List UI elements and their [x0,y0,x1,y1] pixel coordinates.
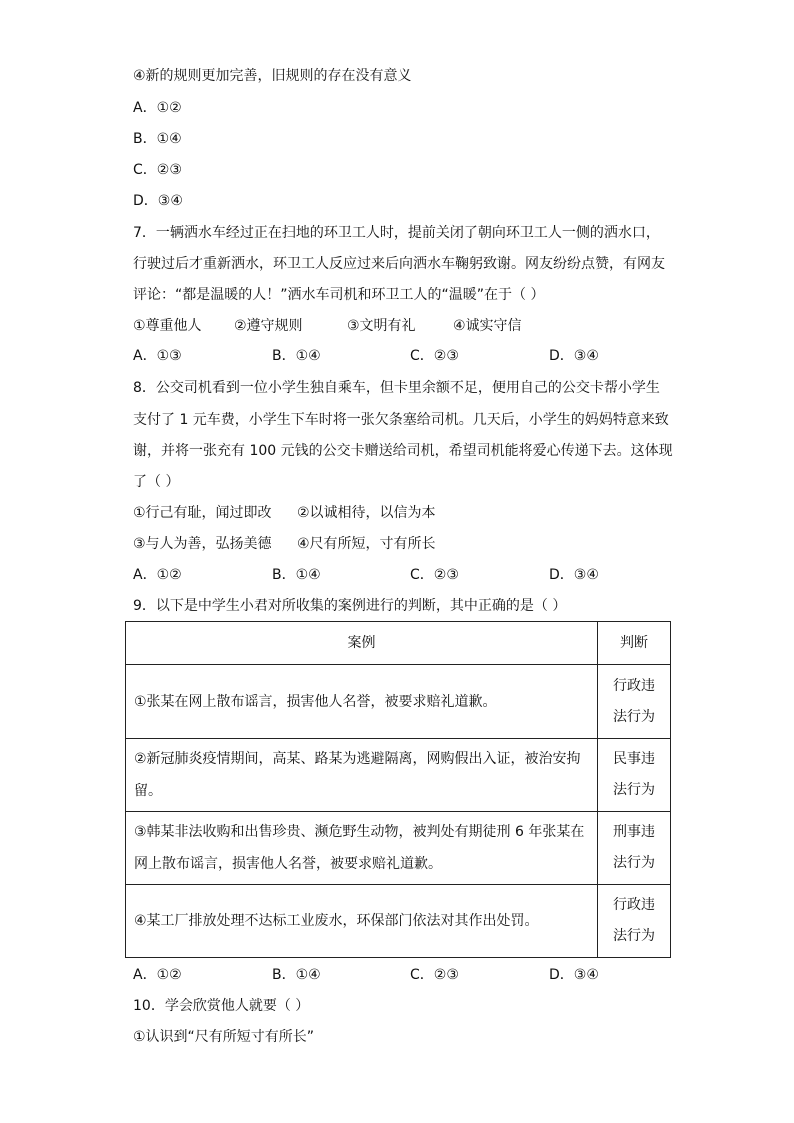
q8-statement-1: ①行己有耻，闻过即改 [133,505,272,521]
table-row [126,665,671,739]
q7-stem-line-1: 7．一辆洒水车经过正在扫地的环卫工人时，提前关闭了朝向环卫工人一侧的洒水口， [133,225,660,241]
judgment-cell [598,739,671,812]
table-row [126,885,671,958]
q6-option-d: D．③④ [133,193,183,209]
q9-option-d: D．③④ [549,967,599,983]
case-cell: ①张某在网上散布谣言，损害他人名誉，被要求赔礼道歉。 [126,665,598,739]
judgment-cell [598,885,671,958]
q7-option-b: B．①④ [272,348,321,364]
q9-option-a: A．①② [133,967,182,983]
judgment-line-1: 刑事违 [613,824,655,840]
q8-statement-2: ②以诚相待，以信为本 [297,505,436,521]
q10-statement-1: ①认识到“尺有所短寸有所长” [133,1029,315,1045]
q6-option-a: A．①② [133,100,182,116]
judgment-cell [598,812,671,885]
judgment-line-1: 民事违 [613,751,655,767]
q9-stem: 9．以下是中学生小君对所收集的案例进行的判断，其中正确的是（ ） [133,598,567,614]
q8-option-d: D．③④ [549,567,599,583]
q7-stem-line-2: 行驶过后才重新洒水，环卫工人反应过来后向洒水车鞠躬致谢。网友纷纷点赞，有网友 [133,256,665,272]
q7-option-a: A．①③ [133,348,182,364]
q8-option-c: C．②③ [410,567,459,583]
judgment-line-1: 行政违 [613,677,655,694]
judgment-line-2: 法行为 [613,708,655,725]
q7-statement-1: ①尊重他人 [133,318,202,334]
q10-stem: 10．学会欣赏他人就要（ ） [133,998,310,1014]
q6-option-b: B．①④ [133,131,182,147]
q7-option-c: C．②③ [410,348,459,364]
q6-option-c: C．②③ [133,162,182,178]
q7-statement-2: ②遵守规则 [234,318,303,334]
judgment-line-2: 法行为 [613,855,655,871]
q6-statement-4: ④新的规则更加完善，旧规则的存在没有意义 [133,68,412,84]
judgment-line-1: 行政违 [613,897,655,913]
q8-stem-line-4: 了（ ） [133,474,180,490]
q8-stem-line-1: 8．公交司机看到一位小学生独自乘车，但卡里余额不足，便用自己的公交卡帮小学生 [133,380,660,396]
q7-statement-4: ④诚实守信 [453,318,522,334]
q8-stem-line-2: 支付了 1 元车费，小学生下车时将一张欠条塞给司机。几天后，小学生的妈妈特意来致 [133,412,669,428]
case-cell: ③韩某非法收购和出售珍贵、濒危野生动物，被判处有期徒刑 6 年张某在网上散布谣言，损害他人名誉，被要求赔礼道歉。 [126,812,598,885]
q9-case-table [125,621,671,958]
q8-option-a: A．①② [133,567,182,583]
table-row [126,739,671,812]
table-header-row [126,622,671,665]
case-cell: ④某工厂排放处理不达标工业废水，环保部门依法对其作出处罚。 [126,885,598,958]
table-row [126,812,671,885]
q8-statement-4: ④尺有所短，寸有所长 [297,536,436,552]
q8-stem-line-3: 谢，并将一张充有 100 元钱的公交卡赠送给司机，希望司机能将爱心传递下去。这体现 [133,443,673,459]
q7-statement-3: ③文明有礼 [347,318,416,334]
judgment-line-2: 法行为 [613,782,655,798]
q8-statement-3: ③与人为善，弘扬美德 [133,536,272,552]
q9-option-b: B．①④ [272,967,321,983]
judgment-cell [598,665,671,739]
header-judgment: 判断 [598,622,671,665]
case-cell: ②新冠肺炎疫情期间，高某、路某为逃避隔离，网购假出入证，被治安拘留。 [126,739,598,812]
q8-option-b: B．①④ [272,567,321,583]
judgment-line-2: 法行为 [613,928,655,944]
q7-option-d: D．③④ [549,348,599,364]
header-case: 案例 [126,622,598,665]
q7-stem-line-3: 评论：“都是温暖的人！”洒水车司机和环卫工人的“温暖”在于（ ） [133,287,545,303]
q9-option-c: C．②③ [410,967,459,983]
